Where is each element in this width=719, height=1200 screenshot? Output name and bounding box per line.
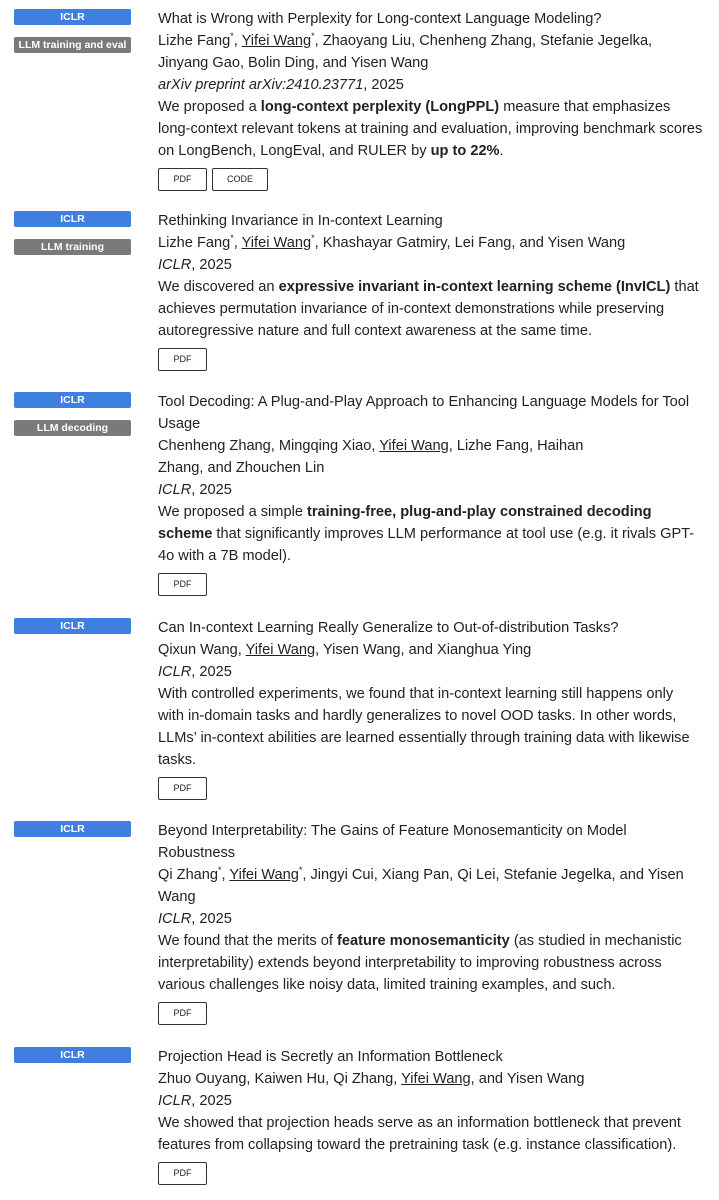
topic-badge: LLM decoding (14, 420, 131, 436)
author-names: Qixun Wang, (158, 642, 246, 658)
self-author-name: Yifei Wang (401, 1071, 471, 1087)
author-name: Lizhe Fang (158, 235, 231, 251)
paper-title: Tool Decoding: A Plug-and-Play Approach to Enhancing Language Models for Tool Usage (158, 394, 690, 432)
topic-badge: LLM training and eval (14, 37, 131, 53)
self-author-name: Yifei Wang (229, 867, 299, 883)
paper-abstract (158, 1112, 703, 1156)
venue-badge: ICLR (14, 9, 131, 25)
author-names: Chenheng Zhang, Mingqing Xiao, (158, 438, 380, 454)
venue-badge: ICLR (14, 392, 131, 408)
venue-year: , 2025 (191, 257, 232, 273)
venue-line (158, 74, 703, 96)
equal-contribution-mark: * (311, 233, 315, 244)
author-name: Lizhe Fang (158, 33, 231, 49)
venue-year: , 2025 (191, 664, 232, 680)
equal-contribution-mark: * (230, 233, 234, 244)
venue-line (158, 1090, 703, 1112)
paper-title: Rethinking Invariance in In-context Learning (158, 213, 443, 229)
venue-year: , 2025 (191, 911, 232, 927)
paper-title: What is Wrong with Perplexity for Long-context Language Modeling? (158, 11, 602, 27)
code-button[interactable]: CODE (212, 168, 268, 191)
venue-line (158, 661, 703, 683)
paper-title: Projection Head is Secretly an Information Bottleneck (158, 1049, 503, 1065)
abstract-highlight: feature monosemanticity (337, 933, 510, 949)
abstract-text: With controlled experiments, we found that in-context learning still happens only with in-domain tasks and hardly generalizes to novel OOD tasks. In other words, LLMs’ in-context abilities are learned essentially through training data with likewise tasks. (158, 686, 690, 768)
author-separator: , (233, 235, 242, 251)
venue-name: ICLR (158, 664, 192, 680)
venue-badge: ICLR (14, 821, 131, 837)
abstract-highlight: training-free, plug-and-play constrained decoding scheme (158, 504, 652, 542)
author-list (158, 639, 703, 661)
abstract-text: (as studied in mechanistic interpretability) extends beyond interpretability to improving robustness across various challenges like noisy data, limited training examples, and such. (158, 933, 682, 993)
author-rest: , Jingyi Cui, Xiang Pan, Qi Lei, Stefanie Jegelka, and Yisen Wang (158, 867, 684, 905)
author-rest: , Khashayar Gatmiry, Lei Fang, and Yisen Wang (314, 235, 626, 251)
abstract-text: that significantly improves LLM performance at tool use (e.g. it rivals GPT-4o with a 7B model). (158, 526, 695, 564)
abstract-text: . (499, 143, 504, 159)
pdf-button[interactable]: PDF (158, 1002, 207, 1025)
author-list (158, 232, 703, 254)
topic-badge: LLM training (14, 239, 131, 255)
venue-name: arXiv preprint arXiv:2410.23771 (158, 77, 364, 93)
venue-line (158, 254, 703, 276)
abstract-text: We found that the merits of (158, 933, 338, 949)
paper-title: Beyond Interpretability: The Gains of Feature Monosemanticity on Model Robustness (158, 823, 627, 861)
author-separator: , (233, 33, 242, 49)
venue-name: ICLR (158, 1093, 192, 1109)
self-author-name: Yifei Wang (241, 33, 312, 49)
paper-title: Can In-context Learning Really Generalize to Out-of-distribution Tasks? (158, 620, 619, 636)
author-list (158, 1068, 703, 1090)
venue-name: ICLR (158, 482, 192, 498)
author-list (158, 864, 703, 908)
author-rest: , and Yisen Wang (470, 1071, 585, 1087)
abstract-text: measure that emphasizes long-context relevant tokens at training and evaluation, improving benchmark scores on LongBench, LongEval, and RULER by (158, 99, 703, 159)
author-rest: , Yisen Wang, and Xianghua Ying (315, 642, 532, 658)
pdf-button[interactable]: PDF (158, 573, 207, 596)
paper-abstract (158, 276, 703, 342)
abstract-text: We showed that projection heads serve as an information bottleneck that prevent features from collapsing toward the pretraining task (e.g. instance classification). (158, 1115, 681, 1153)
venue-year: , 2025 (191, 1093, 232, 1109)
author-separator: , (221, 867, 230, 883)
venue-name: ICLR (158, 911, 192, 927)
paper-abstract (158, 683, 703, 771)
venue-badge: ICLR (14, 1047, 131, 1063)
abstract-highlight: up to 22% (430, 143, 500, 159)
equal-contribution-mark: * (298, 865, 303, 876)
self-author-name: Yifei Wang (379, 438, 449, 454)
pdf-button[interactable]: PDF (158, 348, 207, 371)
equal-contribution-mark: * (218, 865, 222, 876)
author-rest: , Lizhe Fang, Haihan Zhang, and Zhouchen Lin (158, 438, 584, 476)
abstract-text: We proposed a simple (158, 504, 307, 520)
venue-line (158, 908, 703, 930)
abstract-text: We discovered an (158, 279, 279, 295)
self-author-name: Yifei Wang (245, 642, 316, 658)
author-names: Zhuo Ouyang, Kaiwen Hu, Qi Zhang, (158, 1071, 402, 1087)
abstract-highlight: expressive invariant in-context learning scheme (InvICL) (278, 279, 671, 295)
author-rest: , Zhaoyang Liu, Chenheng Zhang, Stefanie Jegelka, Jinyang Gao, Bolin Ding, and Yisen Wang (158, 33, 653, 71)
pdf-button[interactable]: PDF (158, 168, 207, 191)
paper-abstract (158, 930, 703, 996)
pdf-button[interactable]: PDF (158, 777, 207, 800)
venue-name: ICLR (158, 257, 192, 273)
equal-contribution-mark: * (230, 31, 234, 42)
abstract-text: that achieves permutation invariance of in-context demonstrations while preserving autoregressive nature and full context awareness at the same time. (158, 279, 699, 339)
self-author-name: Yifei Wang (241, 235, 312, 251)
venue-badge: ICLR (14, 618, 131, 634)
venue-year: , 2025 (191, 482, 232, 498)
venue-line (158, 479, 703, 501)
author-list (158, 30, 703, 74)
author-name: Qi Zhang (158, 867, 219, 883)
paper-abstract (158, 501, 703, 567)
venue-badge: ICLR (14, 211, 131, 227)
equal-contribution-mark: * (311, 31, 315, 42)
paper-abstract (158, 96, 703, 162)
abstract-text: We proposed a (158, 99, 261, 115)
pdf-button[interactable]: PDF (158, 1162, 207, 1185)
abstract-highlight: long-context perplexity (LongPPL) (260, 99, 500, 115)
author-list (158, 435, 588, 479)
venue-year: , 2025 (363, 77, 404, 93)
